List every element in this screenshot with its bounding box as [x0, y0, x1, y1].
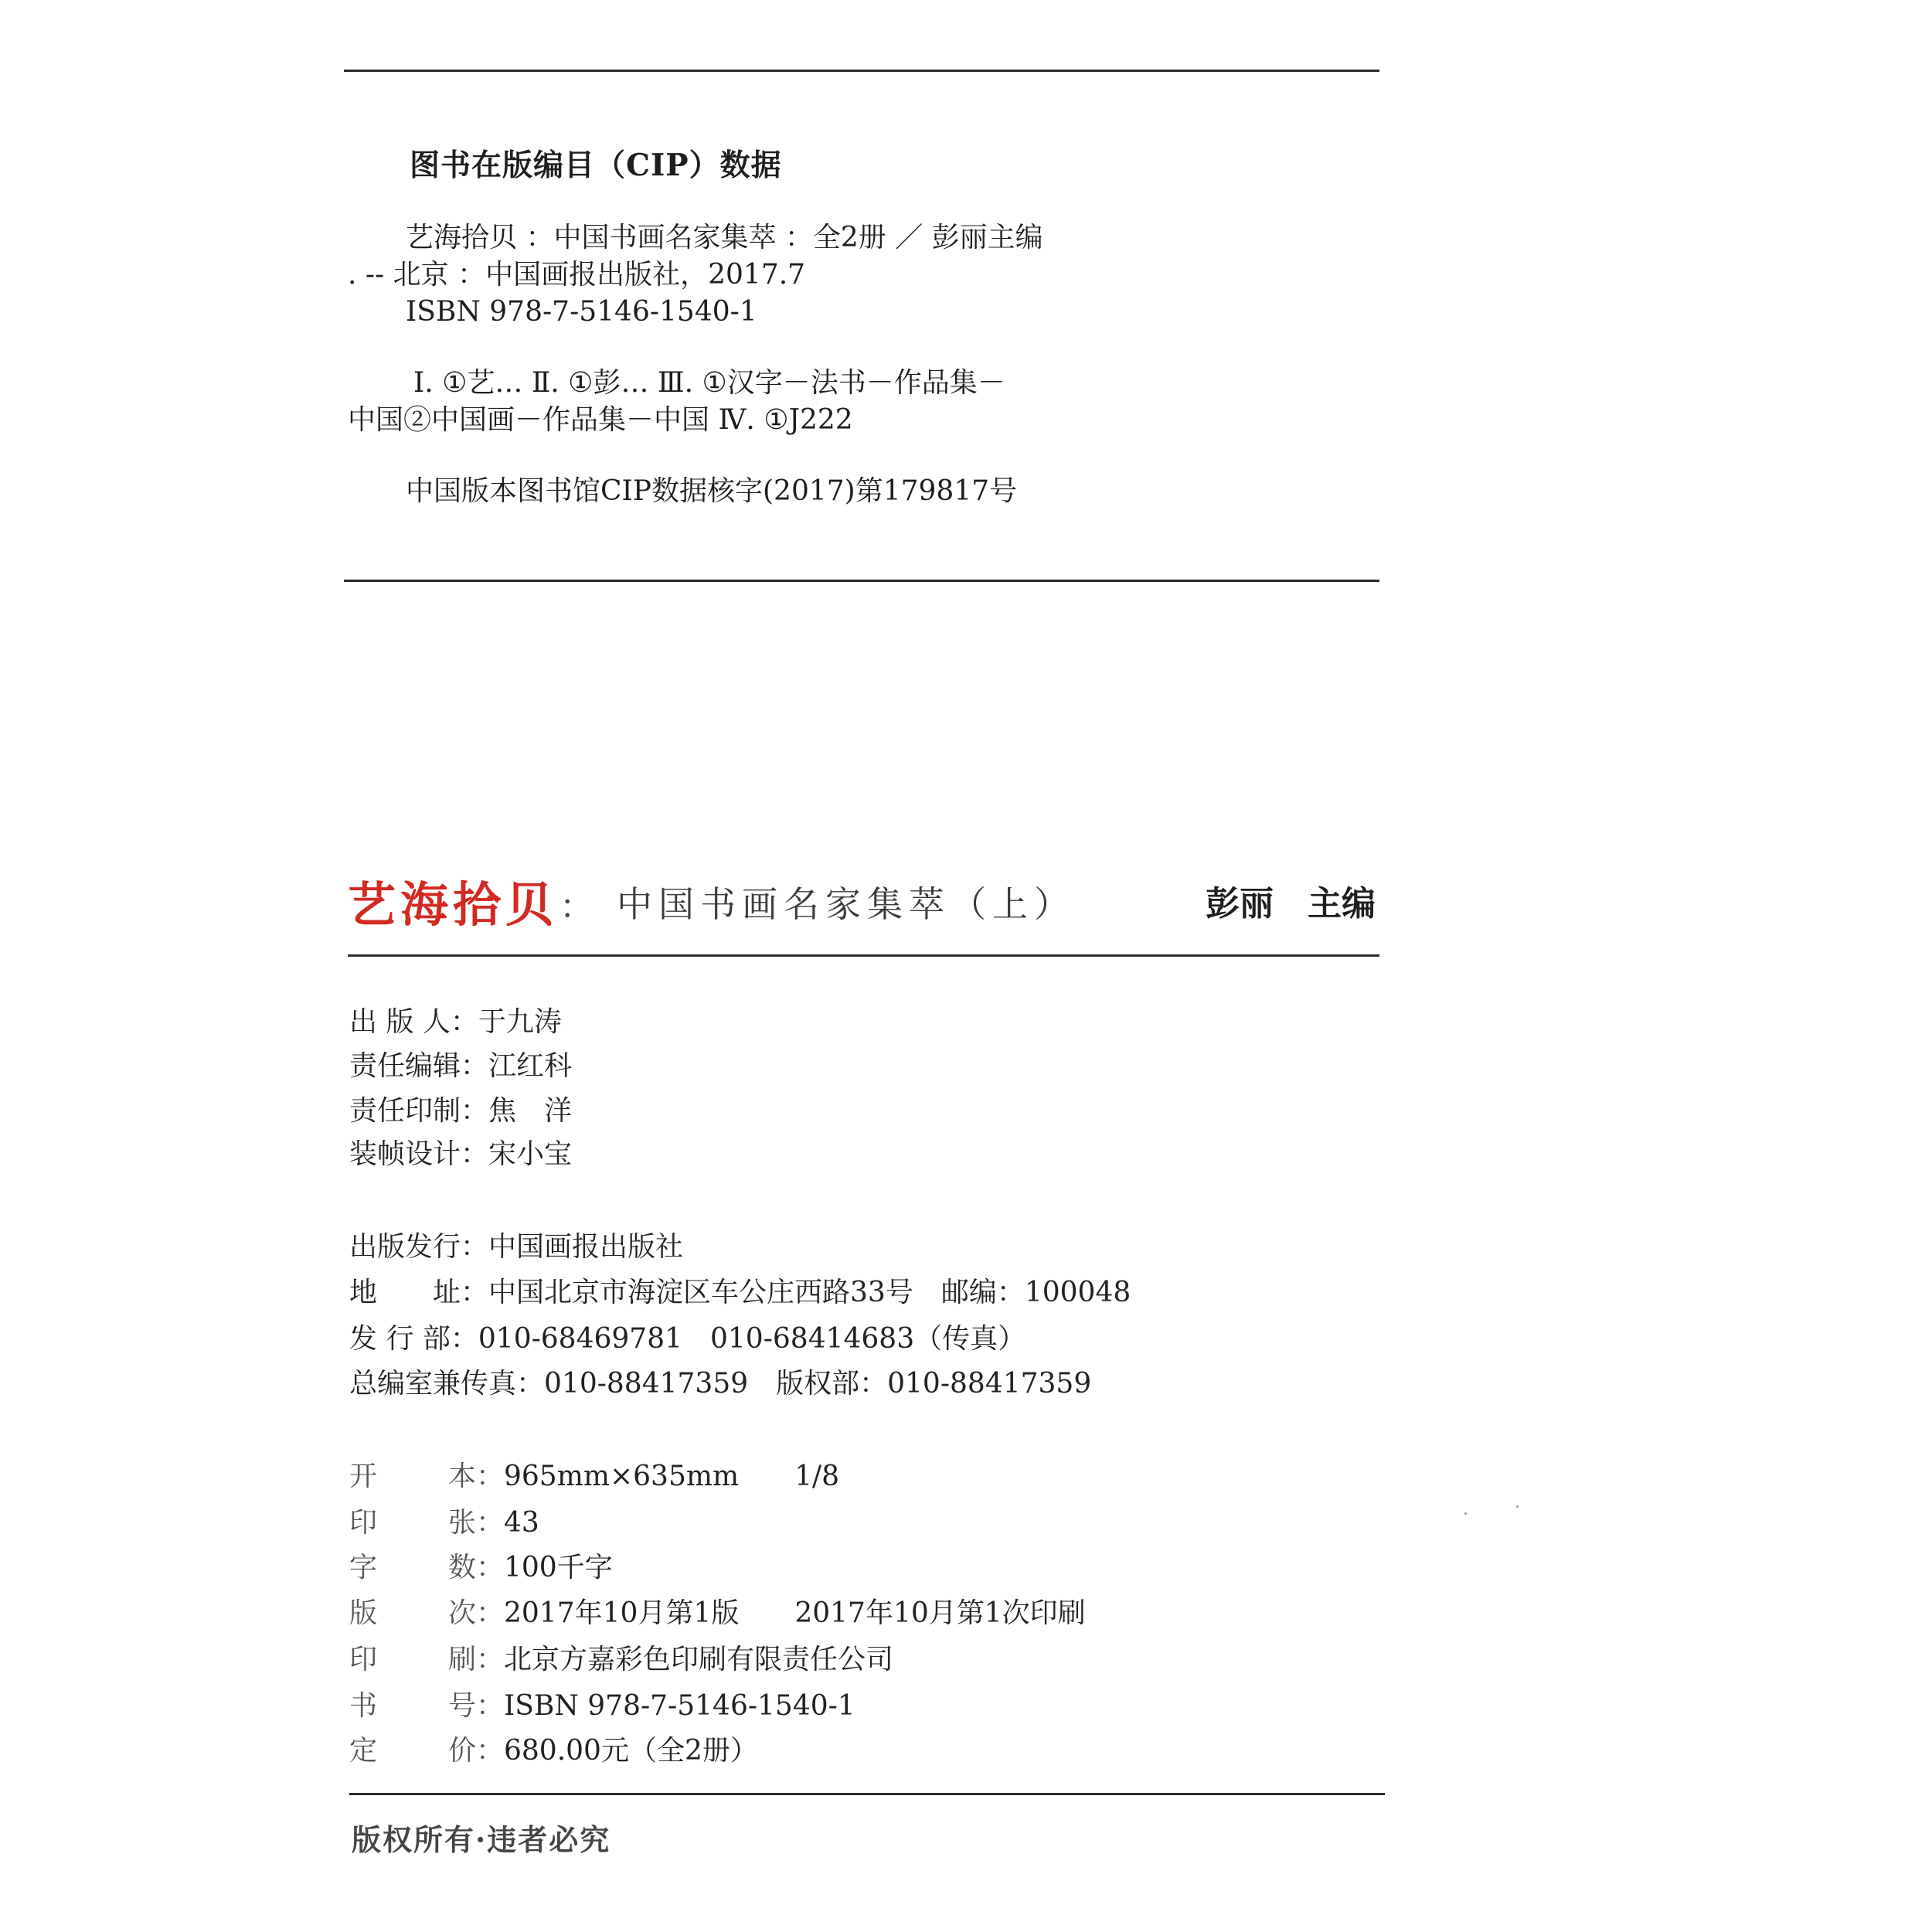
staff-label: 装帧设计： [349, 1138, 489, 1170]
cip-isbn-line: ISBN 978-7-5146-1540-1 [406, 296, 757, 328]
staff-value: 于九涛 [478, 1006, 562, 1038]
spec-label-b: 张： [447, 1507, 504, 1539]
spec-label [349, 1554, 504, 1582]
publisher-label: 发 行 部： [349, 1323, 478, 1355]
publisher-value: 010-88417359 版权部：010-88417359 [544, 1368, 1092, 1400]
spec-label-a: 版 [349, 1597, 378, 1629]
staff-label: 责任编辑： [349, 1050, 489, 1082]
title-rule [348, 954, 1379, 957]
spec-label [349, 1737, 504, 1765]
spec-label-a: 开 [349, 1461, 378, 1492]
spec-label-b: 刷： [447, 1644, 504, 1675]
cip-subject-line-2: 中国②中国画－作品集－中国 Ⅳ. ①J222 [348, 404, 853, 436]
spec-label [349, 1509, 504, 1537]
spec-label [349, 1692, 504, 1720]
cip-number: 中国版本图书馆CIP数据核字(2017)第179817号 [406, 475, 1018, 507]
cip-subject-line-1: Ⅰ. ①艺… Ⅱ. ①彭… Ⅲ. ①汉字－法书－作品集－ [413, 367, 1005, 399]
spec-value: 北京方嘉彩色印刷有限责任公司 [504, 1644, 894, 1675]
staff-value: 焦 洋 [488, 1095, 573, 1127]
staff-label: 出 版 人： [349, 1006, 478, 1038]
publisher-row [349, 1233, 683, 1261]
publisher-value: 中国画报出版社 [488, 1231, 684, 1263]
spec-value: 965mm×635mm 1/8 [504, 1461, 840, 1492]
publisher-row [349, 1279, 1131, 1307]
spec-label [349, 1463, 504, 1491]
staff-row [349, 1006, 562, 1038]
spec-row [349, 1509, 539, 1537]
publisher-label: 地 址： [349, 1277, 489, 1308]
publisher-value: 010-68469781 010-68414683（传真） [478, 1323, 1026, 1355]
scan-speck [1516, 1505, 1519, 1508]
book-title [348, 876, 1077, 933]
cip-entry-line-2: . -- 北京 ：中国画报出版社，2017.7 [348, 259, 806, 291]
book-title-colon: ： [560, 887, 594, 927]
spec-row [349, 1597, 1086, 1629]
spec-value: 100千字 [504, 1552, 613, 1583]
spec-label-b: 本： [447, 1461, 504, 1492]
cip-top-rule [344, 70, 1379, 72]
staff-row [349, 1138, 573, 1170]
spec-label-a: 书 [349, 1690, 378, 1722]
spec-label [349, 1597, 504, 1629]
cip-entry-line-1: 艺海拾贝 ：中国书画名家集萃 ：全2册 ／ 彭丽主编 [406, 222, 1043, 253]
spec-label-b: 价： [447, 1735, 504, 1767]
spec-row [349, 1554, 613, 1582]
publisher-label: 总编室兼传真： [349, 1368, 545, 1400]
staff-row [349, 1050, 573, 1082]
spec-label-b: 次： [447, 1597, 504, 1629]
staff-label: 责任印制： [349, 1095, 489, 1127]
scan-speck [1464, 1512, 1467, 1515]
spec-row [349, 1737, 758, 1765]
copyright-notice: 版权所有·违者必究 [352, 1822, 611, 1857]
editor-credit: 彭丽 主编 [1206, 884, 1376, 923]
spec-label [349, 1646, 504, 1674]
spec-label-b: 号： [447, 1690, 504, 1722]
spec-row [349, 1463, 839, 1491]
staff-row [349, 1097, 572, 1125]
spec-value: 680.00元（全2册） [504, 1735, 758, 1767]
spec-label-a: 字 [349, 1552, 378, 1583]
spec-value: ISBN 978-7-5146-1540-1 [504, 1690, 855, 1722]
spec-label-a: 印 [349, 1644, 378, 1675]
spec-row [349, 1646, 893, 1674]
book-title-subtitle: 中国书画名家集萃（上） [617, 883, 1077, 925]
publisher-value: 中国北京市海淀区车公庄西路33号 邮编：100048 [488, 1277, 1131, 1308]
publisher-label: 出版发行： [349, 1231, 489, 1263]
spec-label-a: 印 [349, 1507, 378, 1539]
spec-label-b: 数： [447, 1552, 504, 1583]
publisher-row [349, 1370, 1091, 1398]
spec-row [349, 1692, 855, 1720]
spec-value: 2017年10月第1版 2017年10月第1次印刷 [504, 1597, 1086, 1629]
spec-label-a: 定 [349, 1735, 378, 1767]
staff-value: 宋小宝 [488, 1138, 573, 1170]
staff-value: 江红科 [488, 1050, 573, 1082]
publisher-row [349, 1325, 1026, 1353]
spec-value: 43 [504, 1507, 539, 1539]
cip-bottom-rule [344, 580, 1379, 582]
cip-title: 图书在版编目（CIP）数据 [410, 148, 782, 183]
book-title-main: 艺海拾贝 [348, 876, 559, 933]
footer-rule [349, 1793, 1385, 1795]
